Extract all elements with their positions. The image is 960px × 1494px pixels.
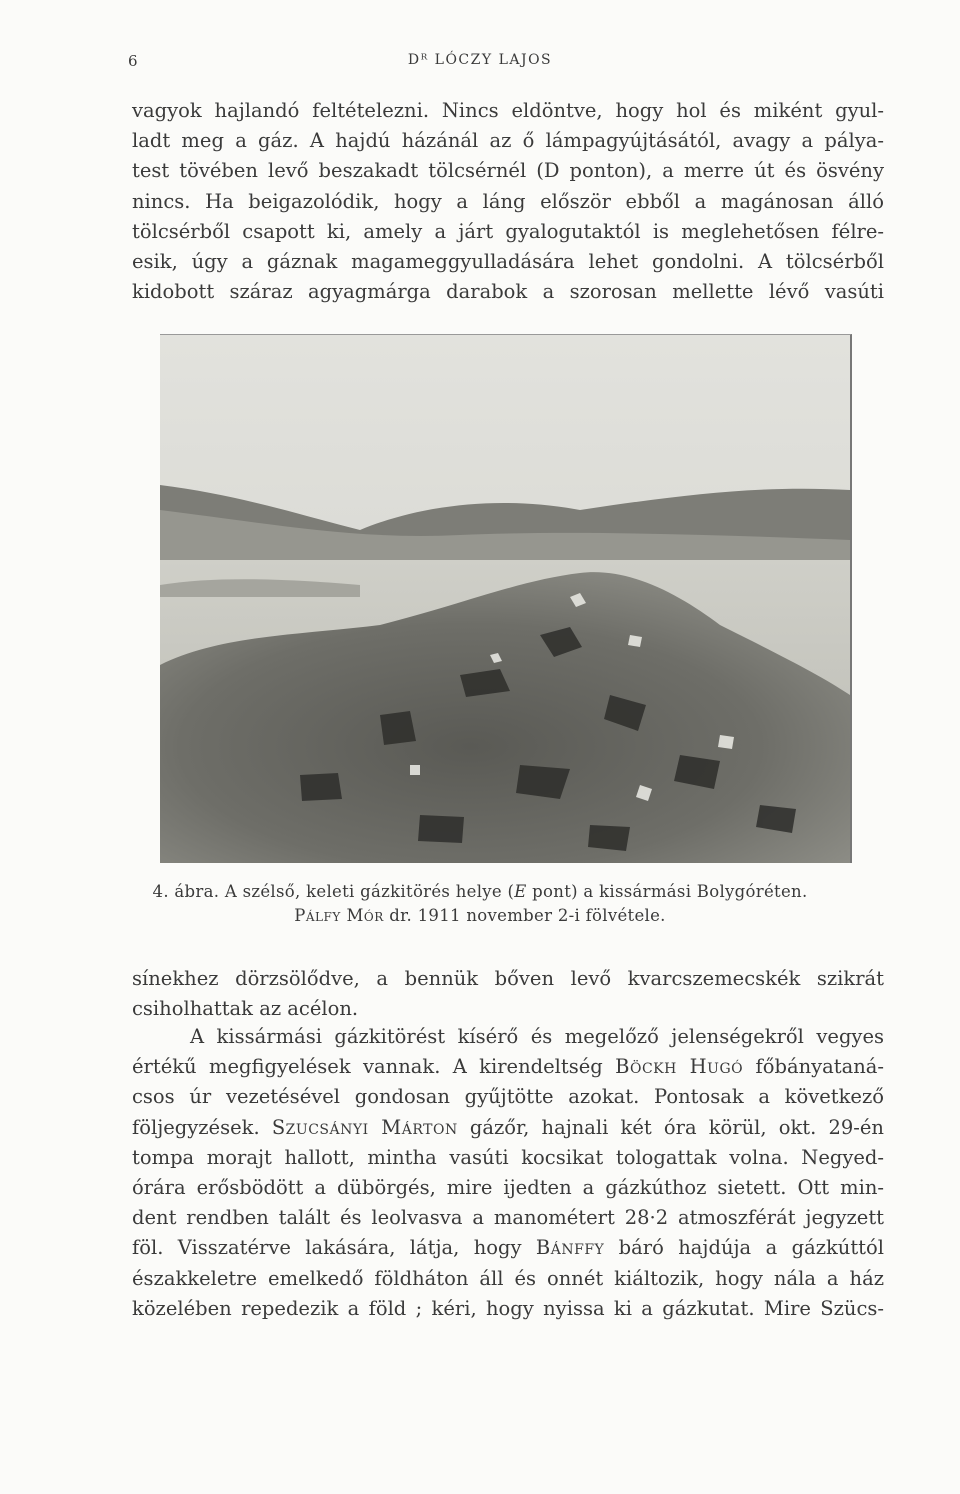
text-line: tölcsérből csapott ki, amely a járt gyalogutaktól is meglehetősen félre- [132, 219, 884, 243]
running-head: Dᴿ LÓCZY LAJOS [407, 52, 553, 68]
text-line: északkeletre emelkedő földháton áll és onnét kiáltozik, hogy nála a ház [132, 1266, 884, 1290]
paragraph-1 [132, 96, 884, 307]
figure-caption [0, 880, 960, 904]
landscape-photograph [160, 334, 852, 863]
paragraph-3 [132, 1022, 884, 1324]
photo-illustration [160, 335, 850, 863]
person-name: Szucsányi Márton [271, 1115, 458, 1139]
text-line: értékű megfigyelések vannak. A kirendeltség Böckh Hugó főbányataná- [132, 1055, 885, 1079]
text-line: föl. Visszatérve lakására, látja, hogy Bánffy báró hajdúja a gázkúttól [132, 1236, 884, 1260]
text-line: tompa morajt hallott, mintha vasúti kocsikat tologattak volna. Negyed- [132, 1145, 884, 1169]
text-line: közelében repedezik a föld ; kéri, hogy nyissa ki a gázkutat. Mire Szücs- [132, 1296, 884, 1320]
person-name: Böckh Hugó [615, 1055, 744, 1079]
text-line: esik, úgy a gáznak magameggyulladására lehet gondolni. A tölcsérből [132, 250, 884, 274]
text-line: dent rendben talált és leolvasva a manométert 28·2 atmoszférát jegyzett [132, 1206, 884, 1230]
credit-text: dr. 1911 november 2-i fölvétele. [383, 906, 666, 925]
caption-text: A szélső, keleti gázkitörés helye ( [224, 882, 515, 901]
text-line: csiholhattak az acélon. [132, 997, 359, 1021]
text-line: ladt meg a gáz. A hajdú házánál az ő lámpagyújtásától, avagy a pálya- [132, 129, 884, 153]
person-name: Bánffy [535, 1236, 605, 1260]
text-line: följegyzések. Szucsányi Márton gázőr, hajnali két óra körül, okt. 29-én [132, 1115, 884, 1139]
page-number: 6 [128, 52, 139, 70]
text-line: órára erősbödött a dübörgés, mire ijedten a gázkúthoz sietett. Ott min- [132, 1176, 884, 1200]
text-line: test tövében levő beszakadt tölcsérnél (D ponton), a merre út és ösvény [132, 159, 884, 183]
text-line: sínekhez dörzsölődve, a bennük bőven levő kvarcszemecskék szikrát [132, 967, 884, 990]
text-line: nincs. Ha beigazolódik, hogy a láng először ebből a magánosan álló [132, 189, 884, 213]
text-line: csos úr vezetésével gondosan gyűjtötte azokat. Pontosak a következő [132, 1085, 884, 1109]
text-line: vagyok hajlandó feltételezni. Nincs eldöntve, hogy hol és miként gyul- [132, 99, 884, 122]
paragraph-2 [132, 964, 884, 1024]
figure-credit [0, 904, 960, 928]
figure-number: 4. ábra. [152, 882, 220, 901]
caption-text: pont) a kissármási Bolygóréten. [526, 882, 808, 901]
text-line: kidobott száraz agyagmárga darabok a szorosan mellette lévő vasúti [132, 280, 884, 304]
text-line: A kissármási gázkitörést kísérő és megelőző jelenségekről vegyes [190, 1025, 884, 1048]
photographer-name: Pálfy Mór [294, 906, 384, 925]
caption-point-label: E [514, 882, 527, 901]
